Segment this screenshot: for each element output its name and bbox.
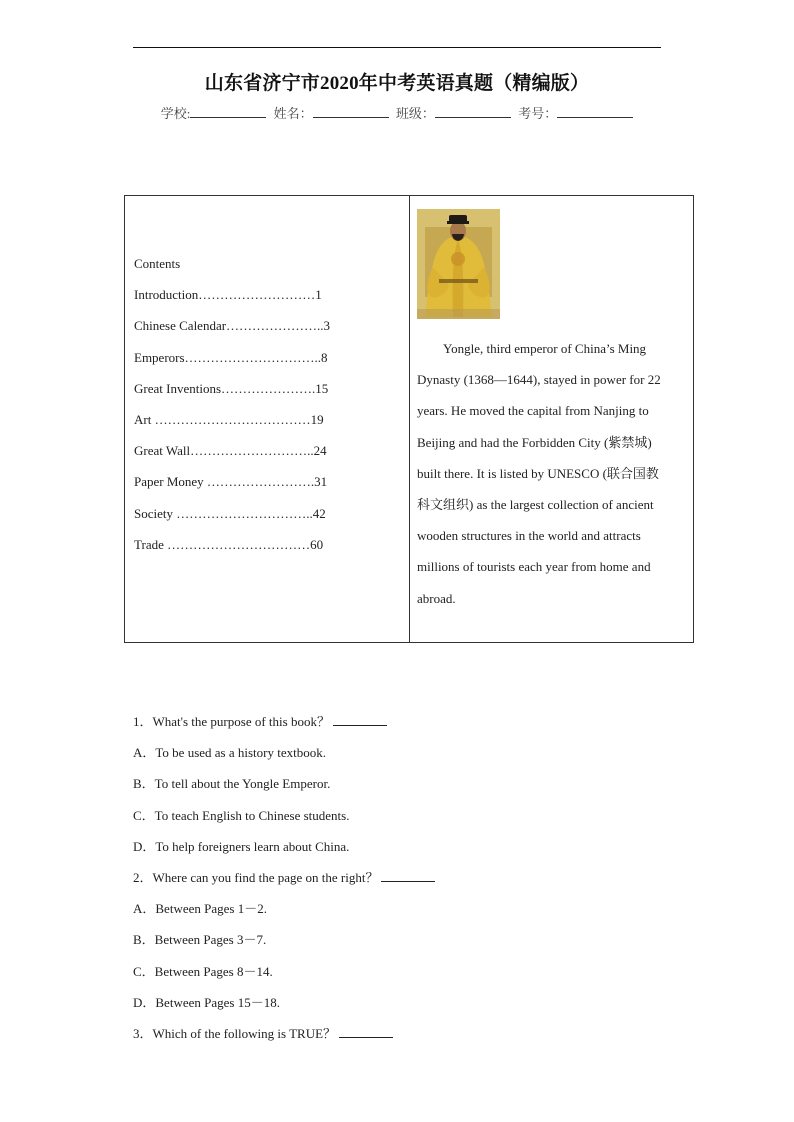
answer-blank[interactable] bbox=[339, 1028, 393, 1038]
passage-line: years. He moved the capital from Nanjing to bbox=[417, 403, 649, 419]
exam-number-label: 考号： bbox=[518, 106, 558, 121]
option-d[interactable]: D．Between Pages 15－18. bbox=[133, 994, 280, 1010]
passage-line: 科文组织) as the largest collection of ancient bbox=[417, 497, 654, 513]
contents-item: Paper Money …………………….31 bbox=[134, 474, 328, 490]
contents-heading: Contents bbox=[134, 256, 181, 271]
passage-line: Beijing and had the Forbidden City (紫禁城) bbox=[417, 434, 652, 450]
school-blank[interactable] bbox=[190, 107, 266, 118]
option-b[interactable]: B．Between Pages 3－7. bbox=[133, 932, 267, 948]
class-blank[interactable] bbox=[435, 107, 511, 118]
contents-item: Introduction………………………1 bbox=[134, 287, 322, 303]
option-c[interactable]: C．Between Pages 8－14. bbox=[133, 963, 273, 979]
student-info-line bbox=[0, 103, 794, 122]
contents-list bbox=[134, 256, 404, 568]
reading-passage-table bbox=[124, 195, 694, 643]
school-label: 学校: bbox=[160, 106, 191, 121]
option-b[interactable]: B．To tell about the Yongle Emperor. bbox=[133, 776, 331, 792]
passage-line: millions of tourists each year from home and bbox=[417, 559, 651, 575]
answer-blank[interactable] bbox=[381, 872, 435, 882]
question-1: 1．What's the purpose of this book？ bbox=[133, 714, 693, 745]
contents-item: Art ………………………………19 bbox=[134, 411, 324, 427]
contents-item: Emperors…………………………..8 bbox=[134, 349, 328, 365]
option-a[interactable]: A．Between Pages 1－2. bbox=[133, 901, 267, 917]
page-title: 山东省济宁市2020年中考英语真题（精编版） bbox=[204, 73, 590, 94]
contents-item: Great Inventions………………….15 bbox=[134, 380, 329, 396]
passage-line: Yongle, third emperor of China’s Ming bbox=[443, 341, 647, 356]
header-rule bbox=[133, 47, 661, 48]
table-divider bbox=[409, 196, 410, 642]
option-a[interactable]: A．To be used as a history textbook. bbox=[133, 745, 326, 761]
exam-number-blank[interactable] bbox=[557, 107, 633, 118]
contents-item: Great Wall………………………..24 bbox=[134, 443, 327, 459]
option-d[interactable]: D．To help foreigners learn about China. bbox=[133, 838, 350, 854]
question-2: 2．Where can you find the page on the right？ bbox=[133, 870, 693, 901]
name-blank[interactable] bbox=[313, 107, 389, 118]
passage-line: Dynasty (1368—1644), stayed in power for 22 bbox=[417, 372, 661, 388]
option-c[interactable]: C．To teach English to Chinese students. bbox=[133, 807, 350, 823]
passage-line: abroad. bbox=[417, 590, 456, 606]
contents-item: Chinese Calendar…………………..3 bbox=[134, 318, 331, 334]
class-label: 班级： bbox=[395, 106, 435, 121]
emperor-portrait bbox=[417, 209, 500, 319]
contents-item: Society …………………………..42 bbox=[134, 505, 326, 521]
passage-text bbox=[417, 333, 687, 614]
passage-line: wooden structures in the world and attracts bbox=[417, 528, 641, 544]
passage-line: built there. It is listed by UNESCO (联合国教 bbox=[417, 465, 659, 481]
answer-blank[interactable] bbox=[333, 716, 387, 726]
name-label: 姓名： bbox=[273, 106, 313, 121]
contents-item: Trade ……………………………60 bbox=[134, 536, 324, 552]
question-list bbox=[133, 714, 693, 1057]
question-3: 3．Which of the following is TRUE？ bbox=[133, 1026, 693, 1057]
